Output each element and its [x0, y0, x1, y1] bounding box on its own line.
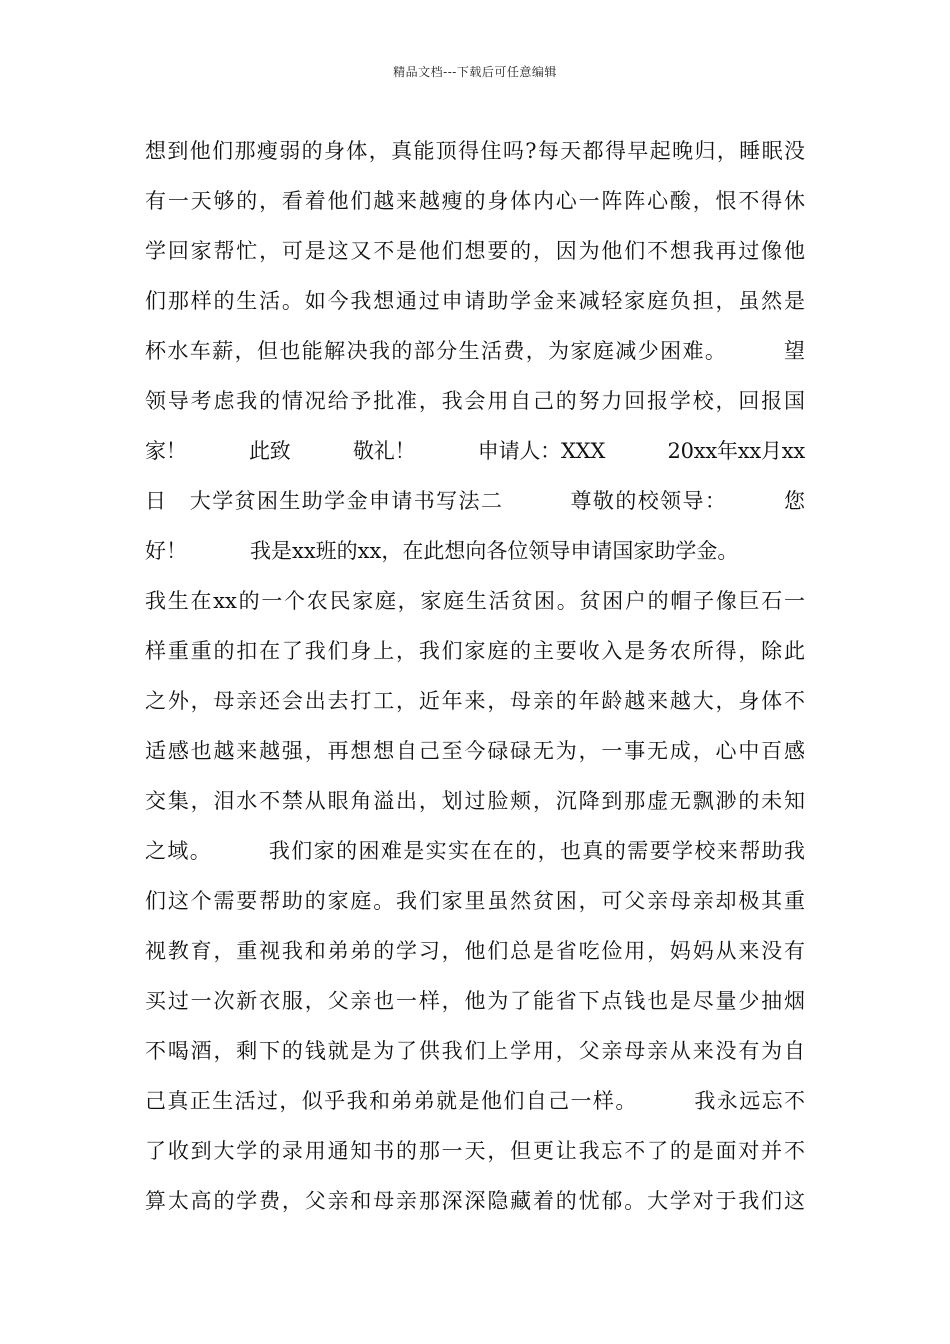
text-line: 样重重的扣在了我们身上，我们家庭的主要收入是务农所得，除此 [145, 639, 805, 663]
page-header [0, 64, 950, 80]
text-line: 适感也越来越强，再想想自己至今碌碌无为，一事无成，心中百感 [145, 739, 805, 763]
text-line: 领导考虑我的情况给予批准，我会用自己的努力回报学校，回报国 [145, 389, 805, 413]
text-line: 交集，泪水不禁从眼角溢出，划过脸颊，沉降到那虚无飘渺的未知 [145, 789, 805, 813]
text-line: 日 大学贫困生助学金申请书写法二 尊敬的校领导： 您 [145, 489, 805, 513]
text-line: 们这个需要帮助的家庭。我们家里虽然贫困，可父亲母亲却极其重 [145, 889, 805, 913]
text-line: 家！ 此致 敬礼！ 申请人：XXX 20xx年xx月xx [145, 439, 805, 463]
text-line: 视教育，重视我和弟弟的学习，他们总是省吃俭用，妈妈从来没有 [145, 939, 805, 963]
text-line: 我生在xx的一个农民家庭，家庭生活贫困。贫困户的帽子像巨石一 [145, 589, 805, 613]
text-line: 之外，母亲还会出去打工，近年来，母亲的年龄越来越大，身体不 [145, 689, 805, 713]
text-line: 买过一次新衣服，父亲也一样，他为了能省下点钱也是尽量少抽烟 [145, 989, 805, 1013]
text-line: 己真正生活过，似乎我和弟弟就是他们自己一样。 我永远忘不 [145, 1089, 805, 1113]
text-line: 杯水车薪，但也能解决我的部分生活费，为家庭减少困难。 望 [145, 339, 805, 363]
header-text: 精品文档---下载后可任意编辑 [393, 65, 557, 79]
text-line: 好！ 我是xx班的xx，在此想向各位领导申请国家助学金。 [145, 539, 739, 563]
text-line: 算太高的学费，父亲和母亲那深深隐藏着的忧郁。大学对于我们这 [145, 1189, 805, 1213]
text-line: 想到他们那瘦弱的身体，真能顶得住吗?每天都得早起晚归，睡眠没 [145, 139, 805, 163]
text-line: 之域。 我们家的困难是实实在在的，也真的需要学校来帮助我 [145, 839, 805, 863]
text-line: 有一天够的，看着他们越来越瘦的身体内心一阵阵心酸，恨不得休 [145, 189, 805, 213]
text-line: 们那样的生活。如今我想通过申请助学金来减轻家庭负担，虽然是 [145, 289, 805, 313]
text-line: 了收到大学的录用通知书的那一天，但更让我忘不了的是面对并不 [145, 1139, 805, 1163]
text-line: 学回家帮忙，可是这又不是他们想要的，因为他们不想我再过像他 [145, 239, 805, 263]
text-line: 不喝酒，剩下的钱就是为了供我们上学用，父亲母亲从来没有为自 [145, 1039, 805, 1063]
document-body [145, 126, 805, 1226]
